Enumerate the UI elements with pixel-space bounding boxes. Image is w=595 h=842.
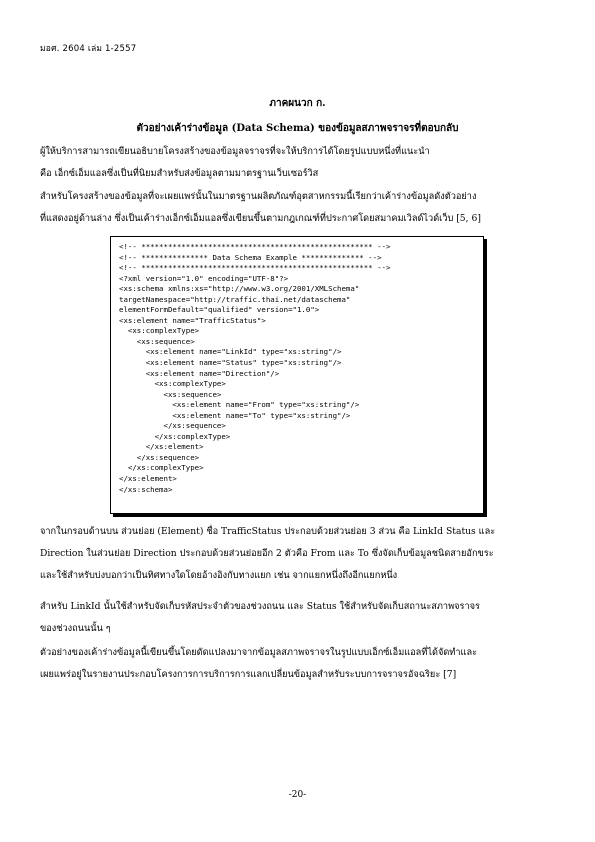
paragraph-intro [40,141,560,185]
page-number: -20- [288,790,307,800]
code-line: </xs:complexType> [119,431,231,441]
code-line: </xs:complexType> [119,463,204,473]
code-line: <xs:element name="LinkId" type="xs:string"/> [119,347,342,357]
code-line: <xs:sequence> [119,389,222,399]
paragraph-line: เผยแพร่อยู่ในรายงานประกอบโครงการการบริการการแลกเปลี่ยนข้อมูลสำหรับระบบการจราจรอัจฉริยะ [7] [40,669,457,680]
section-title: ตัวอย่างเค้าร่างข้อมูล (Data Schema) ของข้อมูลสภาพจราจรที่ตอบกลับ [136,123,459,134]
paragraph-line: ที่แสดงอยู่ด้านล่าง ซึ่งเป็นเค้าร่างเอ็กซ์เอ็มแอลซึ่งเขียนขึ้นตามกฎเกณฑ์ที่ประกาศโดยสมาคมเวิลด์ไวด์เว็บ [5, 6] [40,213,481,224]
paragraph-line: Direction ในส่วนย่อย Direction ประกอบด้วยส่วนย่อยอีก 2 ตัวคือ From และ To ซึ่งจัดเก็บข้อมูลชนิดสายอักขระ [40,548,494,559]
xml-schema-code [111,237,483,495]
paragraph-line: สำหรับโครงสร้างของข้อมูลที่จะเผยแพร่นั้นในมาตรฐานผลิตภัณฑ์อุตสาหกรรมนี้เรียกว่าเค้าร่างข้อมูลดังตัวอย่าง [40,191,477,202]
code-line: <xs:element name="Direction"/> [119,368,280,378]
paragraph-schema-description [40,186,560,230]
code-line: <xs:complexType> [119,326,200,336]
paragraph-source-note [40,642,560,686]
paragraph-line: จากในกรอบด้านบน ส่วนย่อย (Element) ชื่อ TrafficStatus ประกอบด้วยส่วนย่อย 3 ส่วน คือ LinkId Status และ [40,526,496,537]
code-line: </xs:element> [119,442,204,452]
code-line: <!-- *************** Data Schema Example ************** --> [119,252,382,262]
paragraph-line: ของช่วงถนนนั้น ๆ [40,623,111,634]
code-line: </xs:element> [119,474,177,484]
xml-schema-code-box [110,236,484,514]
code-line: elementFormDefault="qualified" version="1.0"> [119,305,320,315]
paragraph-line: สำหรับ LinkId นั้นใช้สำหรับจัดเก็บรหัสประจำตัวของช่วงถนน และ Status ใช้สำหรับจัดเก็บสถานะสภาพจราจร [40,601,480,612]
code-line: <xs:complexType> [119,379,226,389]
code-line: <xs:element name="To" type="xs:string"/> [119,410,351,420]
code-line: </xs:schema> [119,484,173,494]
code-line: </xs:sequence> [119,452,200,462]
appendix-title: ภาคผนวก ก. [269,98,326,109]
paragraph-line: ตัวอย่างของเค้าร่างข้อมูลนี้เขียนขึ้นโดยดัดแปลงมาจากข้อมูลสภาพจราจรในรูปแบบเอ็กซ์เอ็มแอลที่ได้จัดทำและ [40,647,478,658]
paragraph-element-description [40,521,560,587]
code-line: <!-- **************************************************** --> [119,242,391,251]
code-line: <!-- **************************************************** --> [119,263,391,273]
code-line: <xs:element name="Status" type="xs:string"/> [119,358,342,368]
paragraph-line: ผู้ให้บริการสามารถเขียนอธิบายโครงสร้างของข้อมูลจราจรที่จะให้บริการได้โดยรูปแบบหนึ่งที่แนะนำ [40,146,430,157]
paragraph-line: คือ เอ็กซ์เอ็มแอลซึ่งเป็นที่นิยมสำหรับส่งข้อมูลตามมาตรฐานเว็บเซอร์วิส [40,168,319,179]
code-line: <xs:sequence> [119,336,195,346]
paragraph-line: และใช้สำหรับบ่งบอกว่าเป็นทิศทางใดโดยอ้างอิงกับทางแยก เช่น จากแยกหนึ่งถึงอีกแยกหนึ่ง [40,570,398,581]
code-line: <xs:schema xmlns:xs="http://www.w3.org/2001/XMLSchema" [119,284,360,294]
code-line: </xs:sequence> [119,421,226,431]
code-line: <xs:element name="TrafficStatus"> [119,315,266,325]
standard-reference: มอศ. 2604 เล่ม 1-2557 [40,44,137,54]
code-line: <?xml version="1.0" encoding="UTF-8"?> [119,273,289,283]
code-line: targetNamespace="http://traffic.thai.net/dataschema" [119,294,351,304]
paragraph-linkid-status [40,596,560,640]
code-line: <xs:element name="From" type="xs:string"/> [119,400,360,410]
